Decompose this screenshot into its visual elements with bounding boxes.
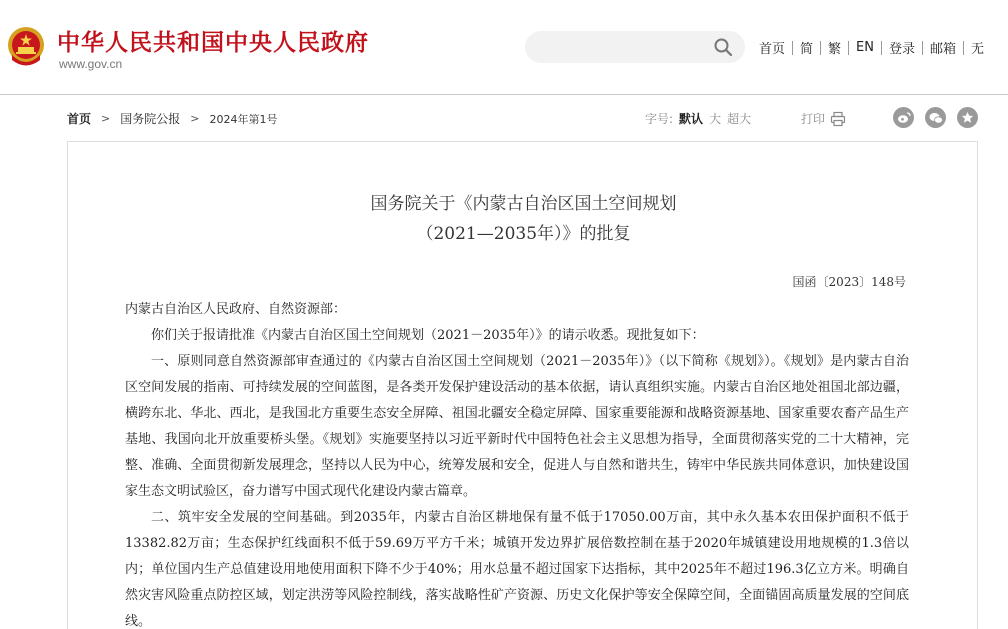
paragraph: 你们关于报请批准《内蒙古自治区国土空间规划（2021－2035年）》的请示收悉。现批复如下： [151, 328, 705, 343]
article-title-line1: 国务院关于《内蒙古自治区国土空间规划 [370, 194, 677, 214]
document-number: 国函〔2023〕148号 [792, 275, 906, 289]
favorite-icon[interactable] [957, 107, 978, 128]
print-label: 打印 [801, 112, 826, 126]
share-bar [893, 107, 989, 128]
print-button[interactable] [801, 110, 846, 127]
breadcrumb [67, 110, 277, 127]
nav-home[interactable]: 首页 [759, 42, 786, 57]
nav-traditional[interactable]: 繁 [828, 42, 842, 57]
nav-login[interactable]: 登录 [889, 42, 916, 57]
nav-english[interactable]: EN [856, 40, 874, 55]
font-size-label: 字号: [645, 112, 674, 126]
font-size-large[interactable]: 大 [709, 112, 722, 126]
article-panel [67, 141, 978, 629]
nav-mail[interactable]: 邮箱 [930, 42, 957, 57]
site-name[interactable]: 中华人民共和国中央人民政府 [57, 30, 369, 56]
breadcrumb-home[interactable]: 首页 [67, 112, 92, 126]
wechat-icon[interactable] [925, 107, 946, 128]
header-divider [0, 94, 1008, 95]
chevron-right-icon: > [190, 112, 200, 125]
nav-accessibility[interactable]: 无 [971, 42, 985, 57]
search-input[interactable] [525, 31, 745, 63]
site-url[interactable]: www.gov.cn [59, 57, 123, 71]
breadcrumb-section[interactable]: 国务院公报 [120, 112, 181, 126]
font-size-switcher [645, 110, 751, 127]
national-emblem-icon[interactable] [6, 25, 46, 69]
salutation: 内蒙古自治区人民政府、自然资源部： [125, 302, 347, 317]
article-title [68, 189, 979, 249]
top-nav [752, 38, 991, 57]
site-header [0, 0, 1008, 95]
font-size-xlarge[interactable]: 超大 [727, 112, 752, 126]
printer-icon [830, 111, 846, 127]
font-size-default[interactable]: 默认 [679, 112, 704, 126]
article-title-line2: （2021—2035年）》的批复 [416, 224, 631, 244]
breadcrumb-bar [0, 96, 1008, 140]
paragraph: 二、筑牢安全发展的空间基础。到2035年，内蒙古自治区耕地保有量不低于17050.00万亩，其中永久基本农田保护面积不低于13382.82万亩；生态保护红线面积不低于59.69万平方千米；城镇开发边界扩展倍数控制在基于2020年城镇建设用地规模的1.3倍以内；单位国内生产总值建设用地使用面积下降不少于40%；用水总量不超过国家下达指标，其中2025年不超过196.3亿立方米。明确自然灾害风险重点防控区域，划定洪涝等风险控制线，落实战略性矿产资源、历史文化保护等安全保障空间，全面锚固高质量发展的空间底线。 [125, 510, 909, 629]
breadcrumb-issue[interactable]: 2024年第1号 [209, 112, 278, 126]
search-icon[interactable] [713, 37, 733, 57]
article-body [125, 297, 909, 629]
chevron-right-icon: > [101, 112, 111, 125]
weibo-icon[interactable] [893, 107, 914, 128]
paragraph: 一、原则同意自然资源部审查通过的《内蒙古自治区国土空间规划（2021－2035年）》（以下简称《规划》）。《规划》是内蒙古自治区空间发展的指南、可持续发展的空间蓝图，是各类开发保护建设活动的基本依据，请认真组织实施。内蒙古自治区地处祖国北部边疆，横跨东北、华北、西北，是我国北方重要生态安全屏障、祖国北疆安全稳定屏障、国家重要能源和战略资源基地、国家重要农畜产品生产基地、我国向北开放重要桥头堡。《规划》实施要坚持以习近平新时代中国特色社会主义思想为指导，全面贯彻落实党的二十大精神，完整、准确、全面贯彻新发展理念，坚持以人民为中心，统筹发展和安全，促进人与自然和谐共生，铸牢中华民族共同体意识，加快建设国家生态文明试验区，奋力谱写中国式现代化建设内蒙古篇章。 [125, 354, 909, 499]
nav-simplified[interactable]: 简 [800, 42, 814, 57]
